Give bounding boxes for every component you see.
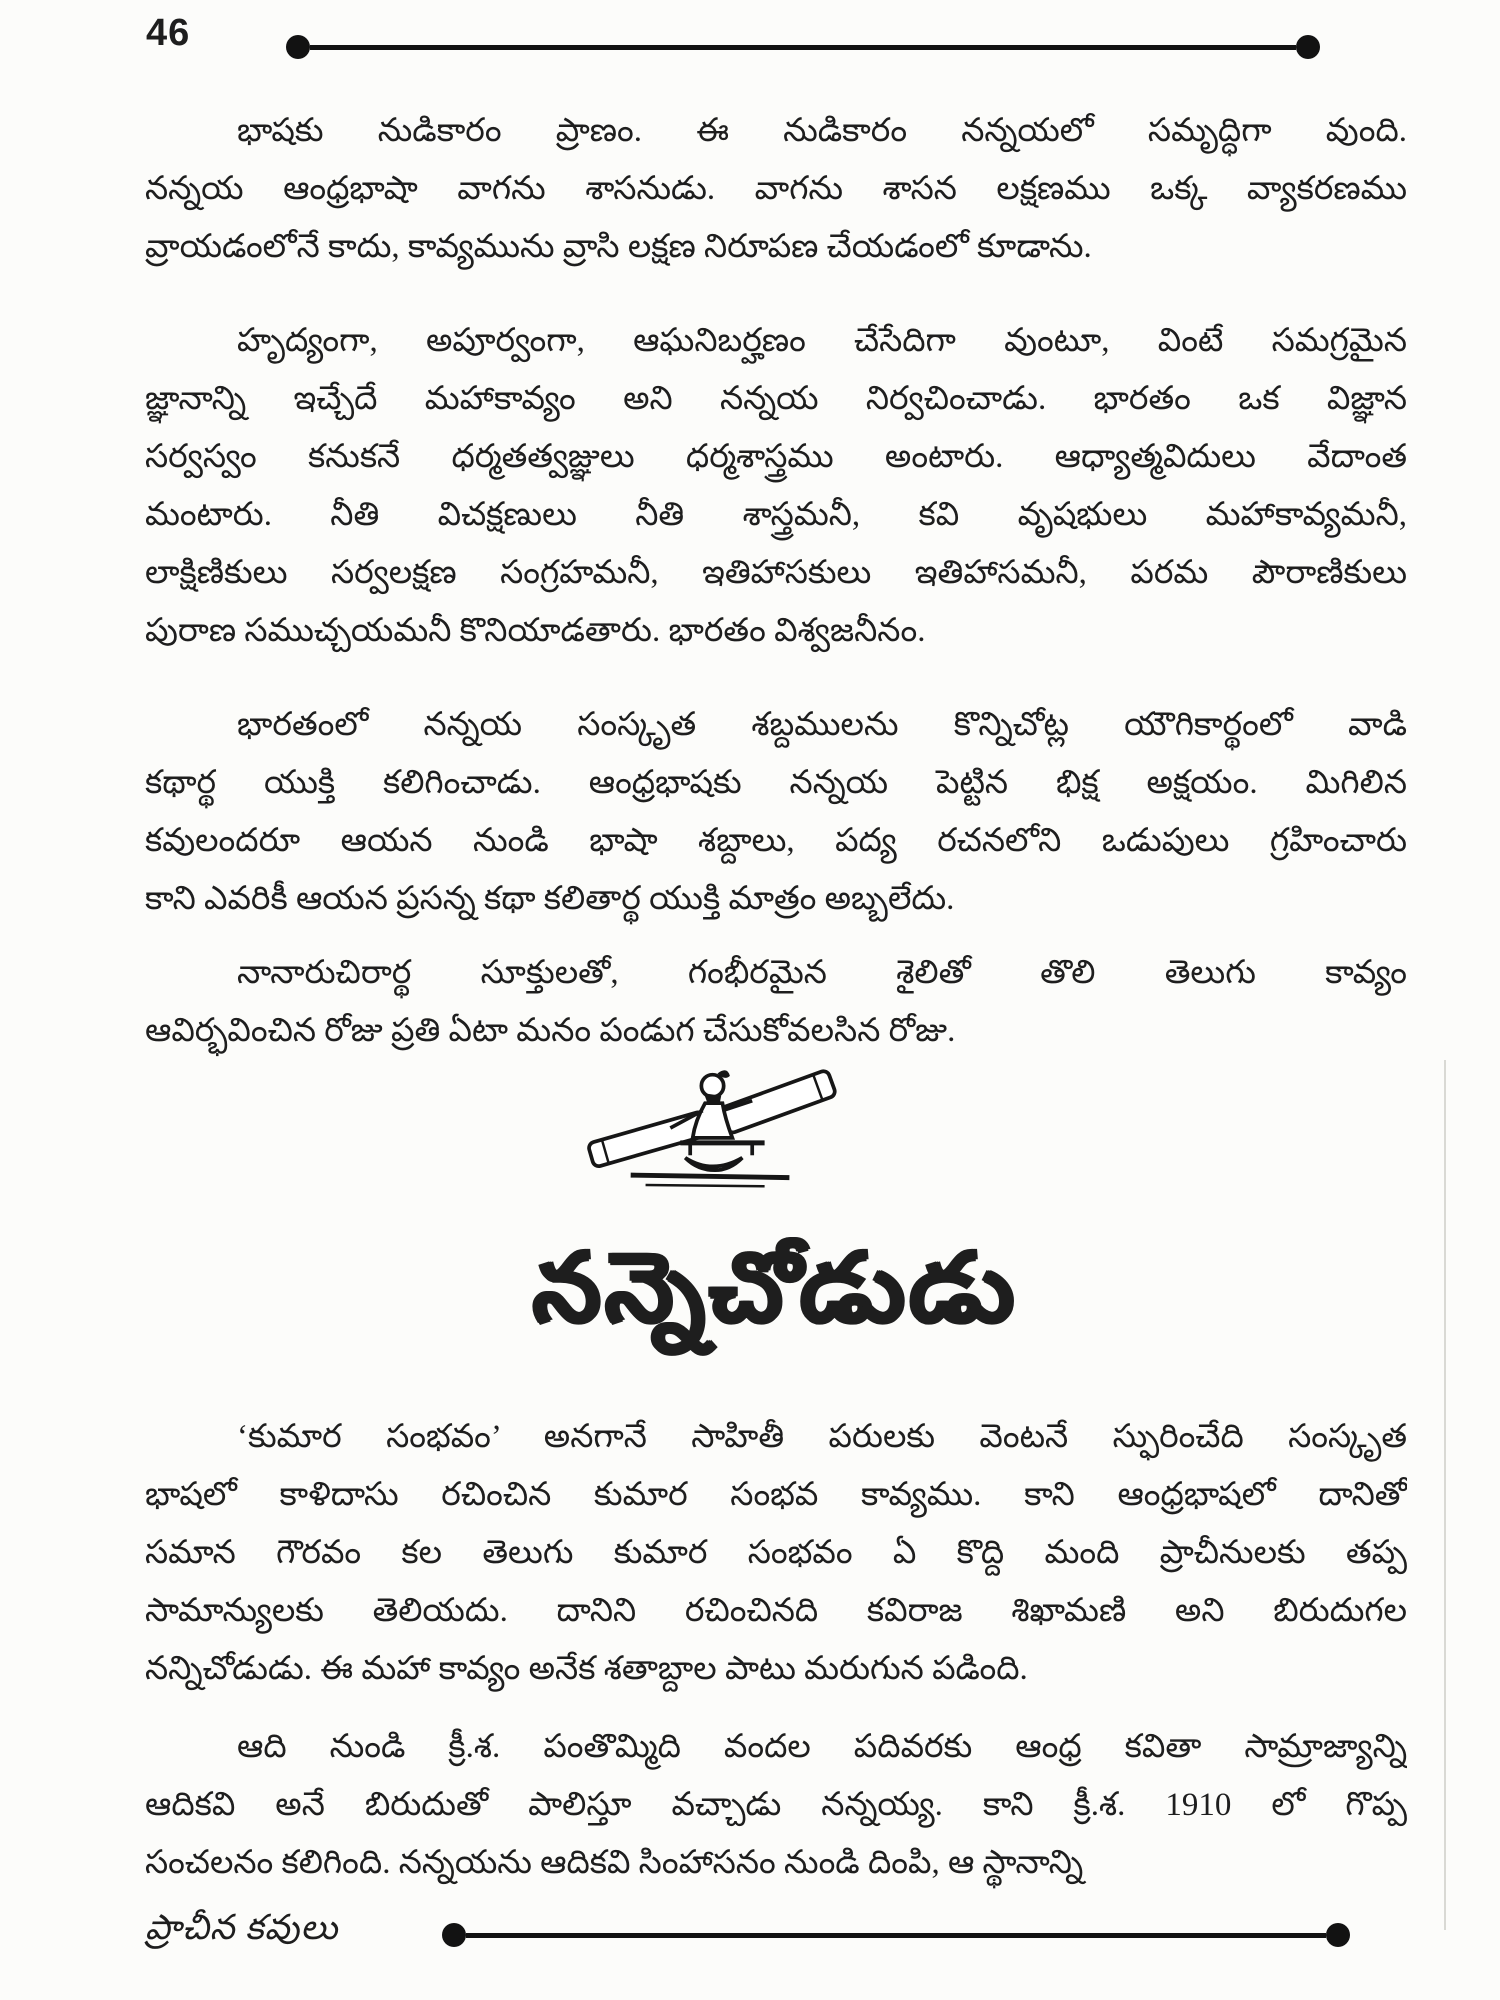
chapter-title: నన్నెచోడుడు bbox=[533, 1234, 1019, 1341]
text-line: నానారుచిరార్థ సూక్తులతో, గంభీరమైన శైలితో తొలి తెలుగు కావ్యం bbox=[237, 955, 1407, 991]
footer-rule-line bbox=[466, 1933, 1326, 1938]
page-number: 46 bbox=[146, 12, 191, 54]
footer-label: ప్రాచీన కవులు bbox=[145, 1908, 339, 1947]
text-line: సంచలనం కలిగింది. నన్నయను ఆదికవి సింహాసనం నుండి దింపి, ఆ స్థానాన్ని bbox=[145, 1845, 1084, 1881]
paragraph bbox=[145, 944, 1407, 1060]
scan-artifact-line bbox=[1444, 1060, 1446, 1930]
sage-writing-scroll-icon bbox=[565, 1066, 865, 1190]
text-line: కథార్థ యుక్తి కలిగించాడు. ఆంధ్రభాషకు నన్నయ పెట్టిన భిక్ష అక్షయం. మిగిలిన bbox=[145, 765, 1407, 801]
text-line: పురాణ సముచ్చయమనీ కొనియాడతారు. భారతం విశ్వజనీనం. bbox=[145, 613, 926, 649]
text-line: హృద్యంగా, అపూర్వంగా, ఆఘనిబర్హణం చేసేదిగా వుంటూ, వింటే సమగ్రమైన bbox=[237, 323, 1407, 359]
paragraph bbox=[145, 1408, 1407, 1698]
text-line: ‘కుమార సంభవం’ అనగానే సాహితీ పరులకు వెంటనే స్ఫురించేది సంస్కృత bbox=[237, 1419, 1407, 1455]
footer-rule-right-dot bbox=[1326, 1923, 1350, 1947]
text-line: ఆవిర్భవించిన రోజు ప్రతి ఏటా మనం పండుగ చేసుకోవలసిన రోజు. bbox=[145, 1013, 956, 1049]
text-line: కవులందరూ ఆయన నుండి భాషా శబ్దాలు, పద్య రచనలోని ఒడుపులు గ్రహించారు bbox=[145, 823, 1407, 859]
paragraph bbox=[145, 696, 1407, 928]
text-line: సామాన్యులకు తెలియదు. దానిని రచించినది కవిరాజ శిఖామణి అని బిరుదుగల bbox=[145, 1593, 1407, 1629]
page-body bbox=[145, 88, 1407, 1892]
text-line: భాషకు నుడికారం ప్రాణం. ఈ నుడికారం నన్నయలో సమృద్ధిగా వుంది. bbox=[237, 113, 1407, 149]
text-line: ఆదికవి అనే బిరుదుతో పాలిస్తూ వచ్చాడు నన్నయ్య. కాని క్రీ.శ. 1910 లో గొప్ప bbox=[145, 1787, 1407, 1823]
header-rule-line bbox=[310, 45, 1296, 50]
header-rule-right-dot bbox=[1296, 35, 1320, 59]
footer-rule-left-dot bbox=[442, 1923, 466, 1947]
text-line: నన్నయ ఆంధ్రభాషా వాగను శాసనుడు. వాగను శాసన లక్షణము ఒక్క వ్యాకరణము bbox=[145, 171, 1407, 207]
text-line: భారతంలో నన్నయ సంస్కృత శబ్దములను కొన్నిచోట్ల యౌగికార్థంలో వాడి bbox=[237, 707, 1407, 743]
footer-rule bbox=[442, 1922, 1350, 1948]
paragraph bbox=[145, 312, 1407, 660]
text-line: మంటారు. నీతి విచక్షణులు నీతి శాస్త్రమనీ, కవి వృషభులు మహాకావ్యమనీ, bbox=[145, 497, 1407, 533]
paragraph bbox=[145, 1718, 1407, 1892]
text-line: లాక్షిణికులు సర్వలక్షణ సంగ్రహమనీ, ఇతిహాసకులు ఇతిహాసమనీ, పరమ పౌరాణికులు bbox=[145, 555, 1407, 591]
text-line: జ్ఞానాన్ని ఇచ్చేదే మహాకావ్యం అని నన్నయ నిర్వచించాడు. భారతం ఒక విజ్ఞాన bbox=[145, 381, 1407, 417]
text-line: సమాన గౌరవం కల తెలుగు కుమార సంభవం ఏ కొద్ది మంది ప్రాచీనులకు తప్ప bbox=[145, 1535, 1407, 1571]
sage-illustration bbox=[565, 1066, 865, 1190]
text-line: నన్నిచోడుడు. ఈ మహా కావ్యం అనేక శతాబ్దాల పాటు మరుగున పడింది. bbox=[145, 1651, 1028, 1687]
text-line: కాని ఎవరికీ ఆయన ప్రసన్న కథా కలితార్థ యుక్తి మాత్రం అబ్బలేదు. bbox=[145, 881, 955, 917]
text-line: వ్రాయడంలోనే కాదు, కావ్యమును వ్రాసి లక్షణ నిరూపణ చేయడంలో కూడాను. bbox=[145, 229, 1092, 265]
header-rule bbox=[286, 34, 1320, 60]
header-rule-left-dot bbox=[286, 35, 310, 59]
text-line: ఆది నుండి క్రీ.శ. పంతొమ్మిది వందల పదివరకు ఆంధ్ర కవితా సామ్రాజ్యాన్ని bbox=[237, 1729, 1407, 1765]
text-line: భాషలో కాళిదాసు రచించిన కుమార సంభవ కావ్యము. కాని ఆంధ్రభాషలో దానితో bbox=[145, 1477, 1407, 1513]
text-line: సర్వస్వం కనుకనే ధర్మతత్వజ్ఞులు ధర్మశాస్త్రము అంటారు. ఆధ్యాత్మవిదులు వేదాంత bbox=[145, 439, 1407, 475]
paragraph bbox=[145, 102, 1407, 276]
